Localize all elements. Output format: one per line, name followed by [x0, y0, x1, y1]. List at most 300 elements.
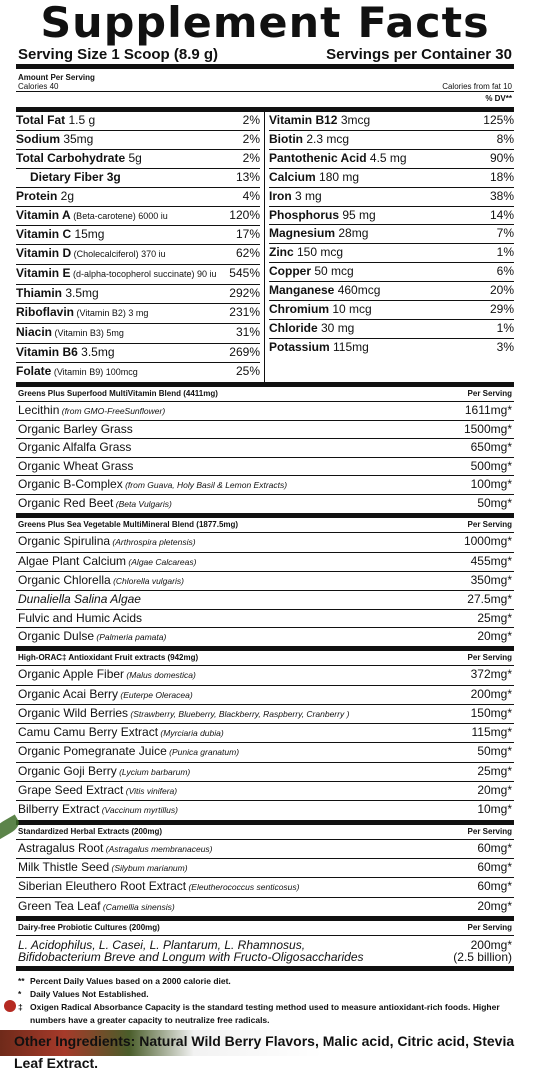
nutrient-label: Niacin	[16, 324, 53, 339]
daily-value: 38%	[489, 188, 514, 203]
nutrient-amount: (Vitamin B2) 3 mg	[74, 308, 149, 319]
daily-value: 7%	[496, 226, 514, 241]
other-ingredients: Other Ingredients: Natural Wild Berry Flavors, Malic acid, Citric acid, Stevia Leaf Extract.	[0, 1030, 538, 1056]
ingredient-name	[18, 724, 224, 742]
daily-value: 25%	[235, 363, 260, 378]
ingredient-label: Organic Dulse	[18, 628, 95, 643]
nutrient-row	[16, 169, 260, 188]
nutrient-row	[16, 188, 260, 207]
ingredient-row	[16, 878, 514, 897]
ingredient-label: Astragalus Root	[18, 840, 104, 855]
nutrient-label: Sodium	[16, 131, 60, 146]
serving-info	[16, 46, 514, 69]
ingredient-latin: (Algae Calcareas)	[126, 556, 197, 567]
ingredient-row	[16, 840, 514, 859]
vitamin-mineral-table	[16, 112, 514, 383]
nutrient-amount: 2g	[57, 188, 75, 203]
ingredient-amount: 20mg*	[477, 898, 512, 913]
nutrient-amount: 3.5mg	[77, 344, 115, 359]
blend-title: Greens Plus Superfood MultiVitamin Blend (4411mg)	[18, 388, 218, 398]
ingredient-amount: 20mg*	[477, 783, 512, 798]
ingredient-latin: (Malus domestica)	[124, 670, 196, 681]
ingredient-amount: 50mg*	[477, 744, 512, 759]
nutrient-amount: 4.5 mg	[366, 150, 407, 165]
nutrient-amount: 460mcg	[334, 283, 381, 298]
ingredient-amount: 60mg*	[477, 879, 512, 894]
ingredient-name	[18, 743, 239, 761]
ingredient-row	[16, 898, 514, 917]
nutrient-row	[269, 320, 514, 339]
ingredient-amount: 500mg*	[470, 458, 512, 473]
nutrient-amount: 28mg	[335, 226, 369, 241]
nutrient-name	[16, 207, 168, 226]
nutrient-row	[16, 245, 260, 265]
nutrient-amount: 115mg	[329, 339, 369, 354]
nutrient-amount: 15mg	[71, 227, 105, 242]
ingredient-latin: (Camellia sinensis)	[100, 901, 175, 912]
ingredient-latin: (Lycium barbarum)	[116, 766, 191, 777]
nutrient-row	[16, 324, 260, 344]
nutrient-name	[16, 131, 93, 149]
blend-header	[16, 383, 514, 402]
nutrient-row	[16, 207, 260, 227]
ingredient-amount: 650mg*	[470, 440, 512, 455]
nutrient-name	[269, 301, 372, 319]
nutrient-amount: 50 mcg	[311, 264, 354, 279]
nutrient-amount: 150 mcg	[293, 245, 344, 260]
daily-value: 231%	[229, 305, 260, 320]
ingredient-label: Organic Wild Berries	[18, 705, 129, 720]
ingredient-amount: 10mg*	[477, 802, 512, 817]
ingredient-row	[16, 421, 514, 439]
ingredient-label: Green Tea Leaf	[18, 898, 101, 913]
ingredient-latin: (Palmeria pamata)	[94, 631, 167, 642]
nutrient-label: Chloride	[269, 320, 318, 335]
daily-value: 3%	[496, 339, 514, 354]
blend-sections	[16, 383, 514, 917]
ingredient-amount: 200mg*	[470, 686, 512, 701]
nutrient-row	[269, 225, 514, 244]
ingredient-row	[16, 743, 514, 762]
ingredient-latin: (from GMO-FreeSunflower)	[59, 405, 166, 416]
probiotic-line-1: L. Acidophilus, L. Casei, L. Plantarum, L. Rhamnosus,	[18, 937, 306, 952]
nutrient-amount: (Cholecalciferol) 370 iu	[71, 249, 166, 260]
per-serving-label: Per Serving	[467, 520, 512, 530]
panel-title: Supplement Facts	[40, 0, 490, 47]
nutrient-row	[16, 226, 260, 245]
ingredient-label: Organic Apple Fiber	[18, 667, 125, 682]
ingredient-name	[18, 572, 184, 590]
ingredient-row	[16, 610, 514, 628]
nutrient-amount: 5g	[125, 150, 142, 165]
daily-value: 62%	[235, 246, 260, 261]
amount-label: Amount Per Serving	[18, 73, 95, 82]
servings-per-container: Servings per Container 30	[326, 46, 512, 63]
nutrient-row	[269, 131, 514, 150]
footnotes	[16, 967, 514, 1027]
ingredient-latin: (Punica granatum)	[166, 747, 240, 758]
ingredient-label: Organic Barley Grass	[18, 421, 133, 436]
daily-value: 269%	[229, 344, 260, 359]
daily-value: 120%	[229, 207, 260, 222]
ingredient-row	[16, 628, 514, 647]
blend-section	[16, 514, 514, 647]
nutrient-label: Copper	[269, 264, 311, 279]
nutrient-label: Potassium	[269, 339, 330, 354]
probiotic-row	[16, 936, 514, 967]
ingredient-latin: (Euterpe Oleracea)	[118, 689, 193, 700]
daily-value: 545%	[229, 266, 260, 281]
blend-title: Greens Plus Sea Vegetable MultiMineral Blend (1877.5mg)	[18, 520, 239, 530]
ingredient-row	[16, 591, 514, 609]
nutrient-row	[269, 169, 514, 188]
ingredient-amount: 60mg*	[477, 859, 512, 874]
ingredient-name	[18, 458, 133, 475]
ingredient-amount: 20mg*	[477, 628, 512, 643]
nutrient-label: Zinc	[269, 245, 294, 260]
daily-value: 90%	[489, 150, 514, 165]
ingredient-row	[16, 572, 514, 591]
ingredient-amount: 1611mg*	[464, 402, 512, 417]
footnote	[18, 988, 512, 1001]
nutrient-row	[269, 207, 514, 226]
vitamin-column-left	[16, 112, 265, 382]
nutrient-amount: 180 mg	[315, 169, 360, 184]
nutrient-name	[16, 169, 121, 187]
ingredient-name	[18, 610, 142, 627]
nutrient-name	[269, 225, 368, 243]
nutrient-amount: (Beta-carotene) 6000 iu	[70, 210, 168, 221]
ingredient-amount: 50mg*	[477, 496, 512, 511]
nutrient-name	[269, 244, 343, 262]
nutrient-label: Total Fat	[16, 113, 66, 127]
footnote-text: Oxigen Radical Absorbance Capacity is the standard testing method used to measure antioxidant-rich foods. Higher numbers have a greater capacity to neutralize free radicals.	[30, 1001, 500, 1025]
ingredient-row	[16, 476, 514, 495]
probiotic-line-2: Bifidobacterium Breve and Longum with Fructo-Oligosaccharides	[18, 949, 364, 964]
nutrient-row	[269, 244, 514, 263]
nutrient-name	[269, 207, 376, 225]
nutrient-name	[16, 188, 74, 206]
nutrient-name	[269, 339, 369, 357]
footnote-mark: ‡	[18, 1001, 23, 1012]
ingredient-name	[18, 763, 190, 781]
probiotic-count: (2.5 billion)	[453, 949, 512, 964]
ingredient-label: Organic Wheat Grass	[18, 458, 134, 473]
daily-value: 20%	[489, 283, 514, 298]
nutrient-label: Magnesium	[269, 226, 336, 241]
per-serving-label: Per Serving	[467, 653, 512, 663]
nutrient-label: Vitamin E	[16, 266, 71, 281]
ingredient-row	[16, 553, 514, 572]
nutrient-label: Iron	[269, 188, 292, 203]
ingredient-latin: (Silybum marianum)	[109, 862, 188, 873]
ingredient-name	[18, 439, 131, 456]
ingredient-name	[18, 666, 196, 684]
nutrient-row	[16, 363, 260, 382]
ingredient-row	[16, 439, 514, 457]
blend-header	[16, 647, 514, 666]
nutrient-name	[269, 131, 349, 149]
ingredient-row	[16, 724, 514, 743]
nutrient-row	[269, 188, 514, 207]
ingredient-latin: (Vaccinum myrtillus)	[99, 805, 178, 816]
ingredient-row	[16, 705, 514, 724]
nutrient-row	[16, 131, 260, 150]
nutrient-row	[16, 150, 260, 169]
ingredient-latin: (Astragalus membranaceus)	[103, 843, 213, 854]
blend-header	[16, 514, 514, 533]
ingredient-name	[18, 686, 193, 704]
ingredient-row	[16, 666, 514, 685]
berry-decoration	[4, 1000, 16, 1012]
ingredient-row	[16, 495, 514, 514]
ingredient-label: Organic Alfalfa Grass	[18, 440, 132, 455]
ingredient-label: Organic Chlorella	[18, 573, 111, 588]
nutrient-label: Vitamin B12	[269, 113, 338, 127]
ingredient-label: Organic Goji Berry	[18, 763, 117, 778]
nutrient-label: Thiamin	[16, 286, 63, 301]
daily-value: 18%	[489, 169, 514, 184]
nutrient-row	[269, 282, 514, 301]
nutrient-row	[16, 265, 260, 285]
blend-header	[16, 917, 514, 936]
ingredient-name	[18, 533, 196, 551]
ingredient-label: Organic Pomegranate Juice	[18, 744, 167, 759]
nutrient-name	[16, 265, 217, 284]
ingredient-name	[18, 591, 141, 608]
daily-value: 4%	[242, 188, 260, 203]
nutrient-label: Vitamin C	[16, 227, 72, 242]
daily-value: 2%	[242, 113, 260, 127]
ingredient-name	[18, 782, 177, 800]
nutrient-row	[16, 112, 260, 131]
nutrient-name	[16, 285, 99, 303]
ingredient-latin: (Arthrospira pletensis)	[110, 537, 196, 548]
blend-title: Dairy-free Probiotic Cultures (200mg)	[18, 922, 160, 932]
daily-value: 14%	[489, 207, 514, 222]
ingredient-label: Organic Acai Berry	[18, 686, 119, 701]
nutrient-name	[269, 169, 359, 187]
nutrient-row	[16, 344, 260, 363]
per-serving-label: Per Serving	[467, 922, 512, 932]
ingredient-row	[16, 801, 514, 820]
serving-size: Serving Size 1 Scoop (8.9 g)	[18, 46, 219, 63]
daily-value: 13%	[235, 169, 260, 184]
ingredient-amount: 25mg*	[477, 610, 512, 625]
ingredient-latin: (Beta Vulgaris)	[113, 499, 172, 510]
ingredient-name	[18, 859, 188, 877]
nutrient-amount: 3mcg	[337, 113, 371, 127]
footnote-mark: **	[18, 975, 25, 986]
nutrient-label: Calcium	[269, 169, 316, 184]
ingredient-row	[16, 859, 514, 878]
nutrient-label: Vitamin A	[16, 207, 71, 222]
nutrient-label: Phosphorus	[269, 207, 340, 222]
ingredient-label: Camu Camu Berry Extract	[18, 725, 159, 740]
ingredient-name	[18, 628, 166, 646]
footnote-text: Percent Daily Values based on a 2000 calorie diet.	[30, 975, 231, 986]
ingredient-amount: 372mg*	[470, 667, 512, 682]
footnote	[18, 975, 512, 988]
ingredient-name	[18, 898, 175, 916]
nutrient-row	[269, 301, 514, 320]
supplement-facts-panel	[16, 0, 514, 1027]
daily-value: 292%	[229, 286, 260, 301]
daily-value: 2%	[242, 150, 260, 165]
ingredient-label: Bilberry Extract	[18, 802, 100, 817]
nutrient-name	[269, 112, 370, 130]
ingredient-name	[18, 476, 287, 494]
nutrient-row	[269, 339, 514, 357]
blend-section	[16, 821, 514, 917]
nutrient-name	[269, 263, 354, 281]
ingredient-latin: (Eleutherococcus senticosus)	[186, 882, 300, 893]
probiotic-amount: 200mg*	[470, 937, 512, 952]
nutrient-row	[269, 112, 514, 131]
nutrient-name	[16, 245, 166, 264]
nutrient-name	[16, 226, 104, 244]
nutrient-label: Folate	[16, 363, 52, 378]
ingredient-amount: 455mg*	[470, 553, 512, 568]
ingredient-label: Dunaliella Salina Algae	[18, 592, 141, 607]
nutrient-name	[16, 363, 138, 382]
nutrient-name	[269, 150, 407, 168]
nutrient-amount: 30 mg	[317, 320, 355, 335]
per-serving-label: Per Serving	[467, 826, 512, 836]
ingredient-name	[18, 705, 349, 723]
nutrient-label: Dietary Fiber 3g	[30, 169, 121, 184]
ingredient-row	[16, 458, 514, 476]
footnote	[18, 1001, 512, 1027]
ingredient-amount: 60mg*	[477, 840, 512, 855]
nutrient-amount: 2.3 mcg	[303, 131, 350, 146]
ingredient-row	[16, 533, 514, 552]
ingredient-name	[18, 801, 178, 819]
ingredient-amount: 27.5mg*	[467, 592, 512, 607]
ingredient-name	[18, 878, 299, 896]
nutrient-row	[269, 263, 514, 282]
daily-value: 29%	[489, 302, 514, 317]
nutrient-name	[16, 304, 148, 323]
ingredient-label: Organic Red Beet	[18, 496, 114, 511]
nutrient-row	[269, 150, 514, 169]
ingredient-amount: 25mg*	[477, 763, 512, 778]
ingredient-row	[16, 763, 514, 782]
nutrient-amount: 95 mg	[339, 207, 376, 222]
nutrient-label: Vitamin D	[16, 246, 72, 261]
per-serving-label: Per Serving	[467, 388, 512, 398]
vitamin-column-right	[265, 112, 514, 382]
nutrient-amount: (d-alpha-tocopherol succinate) 90 iu	[70, 269, 217, 280]
probiotic-section	[16, 917, 514, 967]
ingredient-name	[18, 840, 213, 858]
ingredient-amount: 100mg*	[470, 476, 512, 491]
nutrient-amount: 35mg	[60, 131, 94, 146]
blend-header	[16, 821, 514, 840]
nutrient-row	[16, 304, 260, 324]
nutrient-label: Vitamin B6	[16, 344, 78, 359]
ingredient-label: Siberian Eleuthero Root Extract	[18, 879, 187, 894]
ingredient-name	[18, 402, 165, 420]
ingredient-name	[18, 553, 196, 571]
nutrient-amount: 3 mg	[291, 188, 322, 203]
dv-header: % DV**	[16, 91, 514, 112]
blend-title: Standardized Herbal Extracts (200mg)	[18, 826, 163, 836]
ingredient-label: Algae Plant Calcium	[18, 553, 127, 568]
daily-value: 31%	[235, 324, 260, 339]
ingredient-latin: (from Guava, Holy Basil & Lemon Extracts)	[122, 479, 288, 490]
nutrient-label: Manganese	[269, 283, 335, 298]
ingredient-amount: 1000mg*	[463, 534, 512, 549]
ingredient-label: Lecithin	[18, 402, 60, 417]
ingredient-latin: (Strawberry, Blueberry, Blackberry, Raspberry, Cranberry )	[128, 708, 350, 719]
daily-value: 17%	[235, 227, 260, 242]
nutrient-label: Pantothenic Acid	[269, 150, 367, 165]
nutrient-label: Riboflavin	[16, 305, 75, 320]
amount-per-serving	[16, 69, 514, 91]
nutrient-label: Biotin	[269, 131, 303, 146]
nutrient-name	[269, 282, 380, 300]
ingredient-row	[16, 782, 514, 801]
daily-value: 8%	[496, 131, 514, 146]
nutrient-amount: 1.5 g	[65, 113, 96, 127]
blend-section	[16, 383, 514, 515]
nutrient-name	[16, 112, 95, 130]
nutrient-amount: 3.5mg	[62, 286, 99, 301]
nutrient-name	[269, 320, 354, 338]
ingredient-amount: 115mg*	[471, 725, 512, 740]
ingredient-latin: (Myrciaria dubia)	[158, 728, 224, 739]
nutrient-name	[269, 188, 322, 206]
daily-value: 2%	[242, 131, 260, 146]
ingredient-amount: 150mg*	[470, 705, 512, 720]
ingredient-label: Milk Thistle Seed	[18, 859, 110, 874]
ingredient-row	[16, 686, 514, 705]
ingredient-label: Fulvic and Humic Acids	[18, 610, 143, 625]
nutrient-amount: (Vitamin B9) 100mcg	[51, 366, 138, 377]
calories: Calories 40	[18, 82, 59, 91]
nutrient-label: Total Carbohydrate	[16, 150, 126, 165]
ingredient-latin: (Chlorella vulgaris)	[110, 576, 184, 587]
daily-value: 1%	[496, 245, 514, 260]
ingredient-amount: 350mg*	[470, 573, 512, 588]
ingredient-row	[16, 402, 514, 421]
ingredient-label: Organic Spirulina	[18, 534, 111, 549]
ingredient-amount: 1500mg*	[463, 421, 512, 436]
daily-value: 6%	[496, 264, 514, 279]
blend-section	[16, 647, 514, 820]
footnote-text: Daily Values Not Established.	[30, 988, 149, 999]
footnote-mark: *	[18, 988, 22, 999]
nutrient-amount: (Vitamin B3) 5mg	[52, 327, 124, 338]
nutrient-label: Protein	[16, 188, 58, 203]
ingredient-label: Grape Seed Extract	[18, 783, 124, 798]
nutrient-amount: 10 mcg	[329, 302, 372, 317]
nutrient-name	[16, 344, 115, 362]
daily-value: 1%	[496, 320, 514, 335]
daily-value: 125%	[483, 113, 514, 127]
nutrient-label: Chromium	[269, 302, 329, 317]
blend-title: High-ORAC‡ Antioxidant Fruit extracts (942mg)	[18, 653, 199, 663]
ingredient-name	[18, 421, 133, 438]
ingredient-label: Organic B-Complex	[18, 476, 123, 491]
nutrient-name	[16, 324, 124, 343]
ingredient-latin: (Vitis vinifera)	[123, 786, 178, 797]
ingredient-name	[18, 495, 172, 513]
nutrient-row	[16, 285, 260, 304]
calories-from-fat: Calories from fat 10	[442, 82, 512, 91]
nutrient-name	[16, 150, 142, 168]
